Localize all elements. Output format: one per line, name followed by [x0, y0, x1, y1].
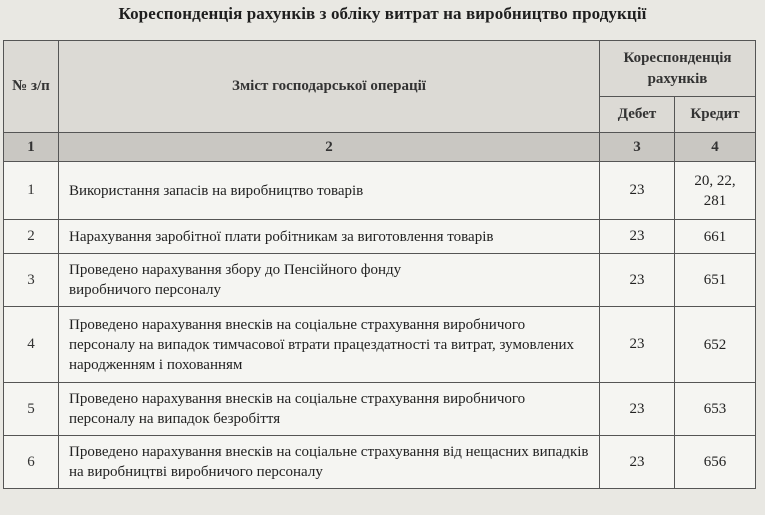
row-number: 4 [4, 307, 59, 383]
operation-description-text: Проведено нарахування внесків на соціальне страхування виробничого персоналу на випадок безробіття [69, 391, 526, 427]
debit-account: 23 [600, 307, 675, 383]
debit-account: 23 [600, 162, 675, 220]
header-credit: Кредит [675, 97, 756, 133]
header-num [4, 41, 59, 133]
credit-account: 656 [675, 436, 756, 489]
credit-account: 653 [675, 383, 756, 436]
header-num-label: № з/п [12, 78, 50, 94]
credit-account: 661 [675, 220, 756, 254]
row-number: 1 [4, 162, 59, 220]
credit-account [675, 162, 756, 220]
column-index: 4 [675, 133, 756, 162]
operation-description [59, 254, 600, 307]
operation-description-text: Проведено нарахування збору до Пенсійного фонду виробничого персоналу [69, 262, 402, 298]
row-number: 2 [4, 220, 59, 254]
table-row [4, 162, 756, 220]
header-correspondence-label: Кореспонденція рахунків [623, 49, 732, 87]
column-index: 3 [600, 133, 675, 162]
row-number: 3 [4, 254, 59, 307]
debit-account: 23 [600, 220, 675, 254]
header-debit: Дебет [600, 97, 675, 133]
column-index-row [4, 133, 756, 162]
credit-account: 652 [675, 307, 756, 383]
operation-description: Проведено нарахування внесків на соціальне страхування від нещасних випадків на виробництві виробничого персоналу [59, 436, 600, 489]
table-row [4, 254, 756, 307]
table-row [4, 383, 756, 436]
table-row [4, 307, 756, 383]
operation-description [59, 383, 600, 436]
column-index: 2 [59, 133, 600, 162]
table-title: Кореспонденція рахунків з обліку витрат на виробництво продукції [118, 4, 647, 23]
operation-description: Нарахування заробітної плати робітникам за виготовлення товарів [59, 220, 600, 254]
table-row [4, 220, 756, 254]
header-content [59, 41, 600, 133]
header-content-label: Зміст господарської операції [232, 78, 426, 94]
correspondence-table [3, 40, 756, 489]
header-correspondence [600, 41, 756, 97]
row-number: 6 [4, 436, 59, 489]
credit-account-value: 20, 22, 281 [694, 172, 736, 209]
row-number: 5 [4, 383, 59, 436]
operation-description: Проведено нарахування внесків на соціальне страхування виробничого персоналу на випадок тимчасової втрати працездатності та витрат, зумовлених народженням і похованням [59, 307, 600, 383]
credit-account: 651 [675, 254, 756, 307]
column-index: 1 [4, 133, 59, 162]
debit-account: 23 [600, 254, 675, 307]
table-row [4, 436, 756, 489]
debit-account: 23 [600, 436, 675, 489]
debit-account: 23 [600, 383, 675, 436]
operation-description: Використання запасів на виробництво товарів [59, 162, 600, 220]
